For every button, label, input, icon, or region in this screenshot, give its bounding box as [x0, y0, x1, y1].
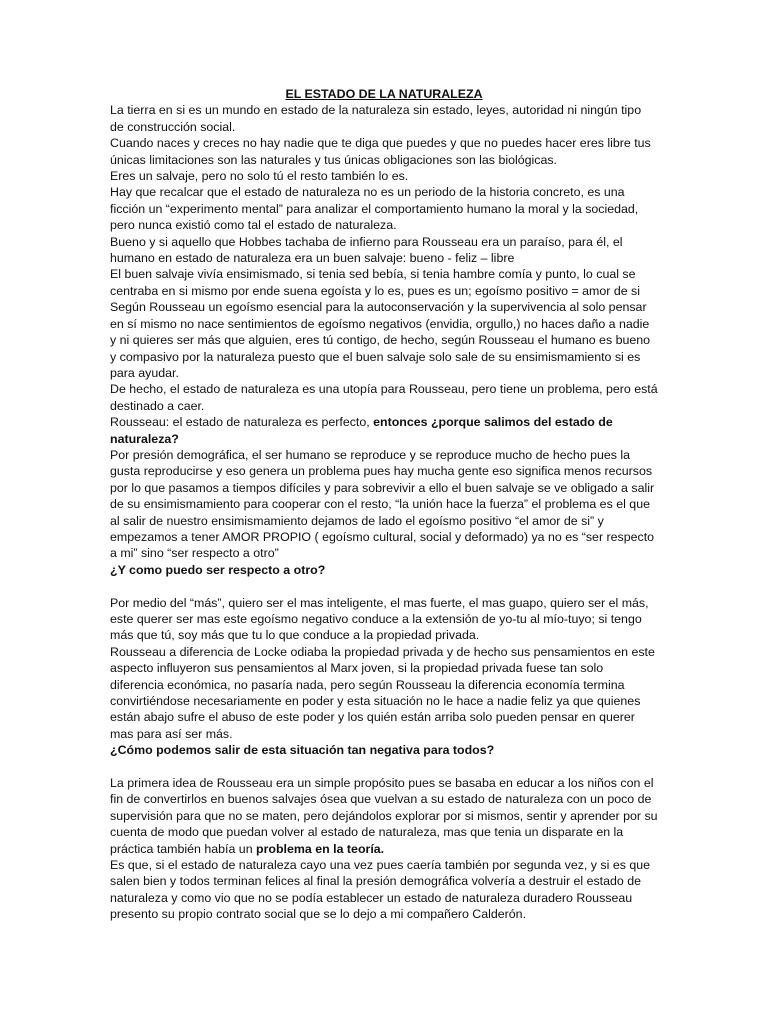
paragraph-12-emphasis: problema en la teoría. [256, 841, 385, 856]
document-page [110, 86, 658, 923]
paragraph-7: De hecho, el estado de naturaleza es una utopía para Rousseau, pero tiene un problema, pero está destinado a caer. [110, 382, 658, 413]
question-1 [110, 562, 658, 578]
paragraph-10: Por medio del “más”, quiero ser el mas inteligente, el mas fuerte, el mas guapo, quiero ser el más, este querer ser mas este egoísmo negativo conduce a la extensión de yo-tu al mío-tuyo; si tengo más que tú, soy más que tu lo que conduce a la propiedad privada. [110, 595, 649, 643]
paragraph-8-text: Rousseau: el estado de naturaleza es perfecto, [110, 415, 374, 430]
document-title: EL ESTADO DE LA NATURALEZA [285, 87, 483, 101]
blank-line [110, 759, 658, 775]
blank-line [110, 578, 658, 594]
paragraph-1: La tierra en si es un mundo en estado de la naturaleza sin estado, leyes, autoridad ni ningún tipo de construcción social. [110, 103, 642, 134]
paragraph-12 [110, 775, 658, 857]
paragraph-5: Bueno y si aquello que Hobbes tachaba de infierno para Rousseau era un paraíso, para él, el humano en estado de naturaleza era un buen salvaje: bueno - feliz – libre [110, 234, 623, 266]
paragraph-2: Cuando naces y creces no hay nadie que te diga que puedes y que no puedes hacer eres libre tus únicas limitaciones son las naturales y tus únicas obligaciones son las biológicas. [110, 136, 651, 167]
paragraph-13: Es que, si el estado de naturaleza cayo una vez pues caería también por segunda vez, y si es que salen bien y todos terminan felices al final la presión demográfica volvería a destruir el estado de naturaleza y como vio que no se podía establecer un estado de naturaleza duradero Rousseau presento su propio contrato social que se lo dejo a mi compañero Calderón. [110, 858, 651, 922]
paragraph-3: Eres un salvaje, pero no solo tú el resto también lo es. [110, 169, 409, 184]
paragraph-11: Rousseau a diferencia de Locke odiaba la propiedad privada y de hecho sus pensamientos en este aspecto influyeron sus pensamientos al Marx joven, si la propiedad privada fuese tan solo diferencia económica, no pasaría nada, pero según Rousseau la diferencia economía termina convirtiéndose necesariamente en poder y esta situación no le hace a nadie feliz ya que quienes están abajo sufre el abuso de este poder y los quién están arriba solo pueden pensar en querer mas para así ser más. [110, 644, 655, 741]
question-2-text: ¿Cómo podemos salir de esta situación tan negativa para todos? [110, 743, 495, 758]
paragraph-12-text: La primera idea de Rousseau era un simple propósito pues se basaba en educar a los niños con el fin de convertirlos en buenos salvajes ósea que vuelvan a su estado de naturaleza con un poco de supervisión para que no se maten, pero dejándolos explorar por si mismos, sentir y aprender por su cuenta de modo que puedan volver al estado de naturaleza, mas que tenia un disparate en la práctica también había un [110, 776, 658, 856]
paragraph-8 [110, 414, 658, 447]
paragraph-8-question: entonces ¿porque salimos del estado de naturaleza? [110, 415, 613, 446]
paragraph-6: El buen salvaje vivía ensimismado, si tenia sed bebía, si tenia hambre comía y punto, lo cual se centraba en si mismo por ende suena egoísta y lo es, pues es un; egoísmo positivo = amor de si Según Rousseau un egoísmo esencial para la autoconservación y la supervivencia al solo pensar en sí mismo no nace sentimientos de egoísmo negativos (envidia, orgullo,) no haces daño a nadie y ni quieres ser más que alguien, eres tú contigo, de hecho, según Rousseau el humano es bueno y compasivo por la naturaleza puesto que el buen salvaje solo sale de su ensimismamiento si es para ayudar. [110, 267, 651, 380]
paragraph-4: Hay que recalcar que el estado de naturaleza no es un periodo de la historia concreto, es una ficción un “experimento mental” para analizar el comportamiento humano la moral y la sociedad, pero nunca existió como tal el estado de naturaleza. [110, 185, 639, 233]
question-1-text: ¿Y como puedo ser respecto a otro? [110, 562, 326, 577]
paragraph-9: Por presión demográfica, el ser humano se reproduce y se reproduce mucho de hecho pues la gusta reproducirse y eso genera un problema pues hay mucha gente eso significa menos recursos por lo que pasamos a tiempos difíciles y para sobrevivir a ello el buen salvaje se ve obligado a salir de su ensimismamiento para cooperar con el resto, “la unión hace la fuerza” el problema es el que al salir de nuestro ensimismamiento dejamos de lado el egoísmo positivo “el amor de si” y empezamos a tener AMOR PROPIO ( egoísmo cultural, social y deformado) ya no es “ser respecto a mi” sino “ser respecto a otro” [110, 447, 655, 561]
question-2 [110, 742, 658, 758]
